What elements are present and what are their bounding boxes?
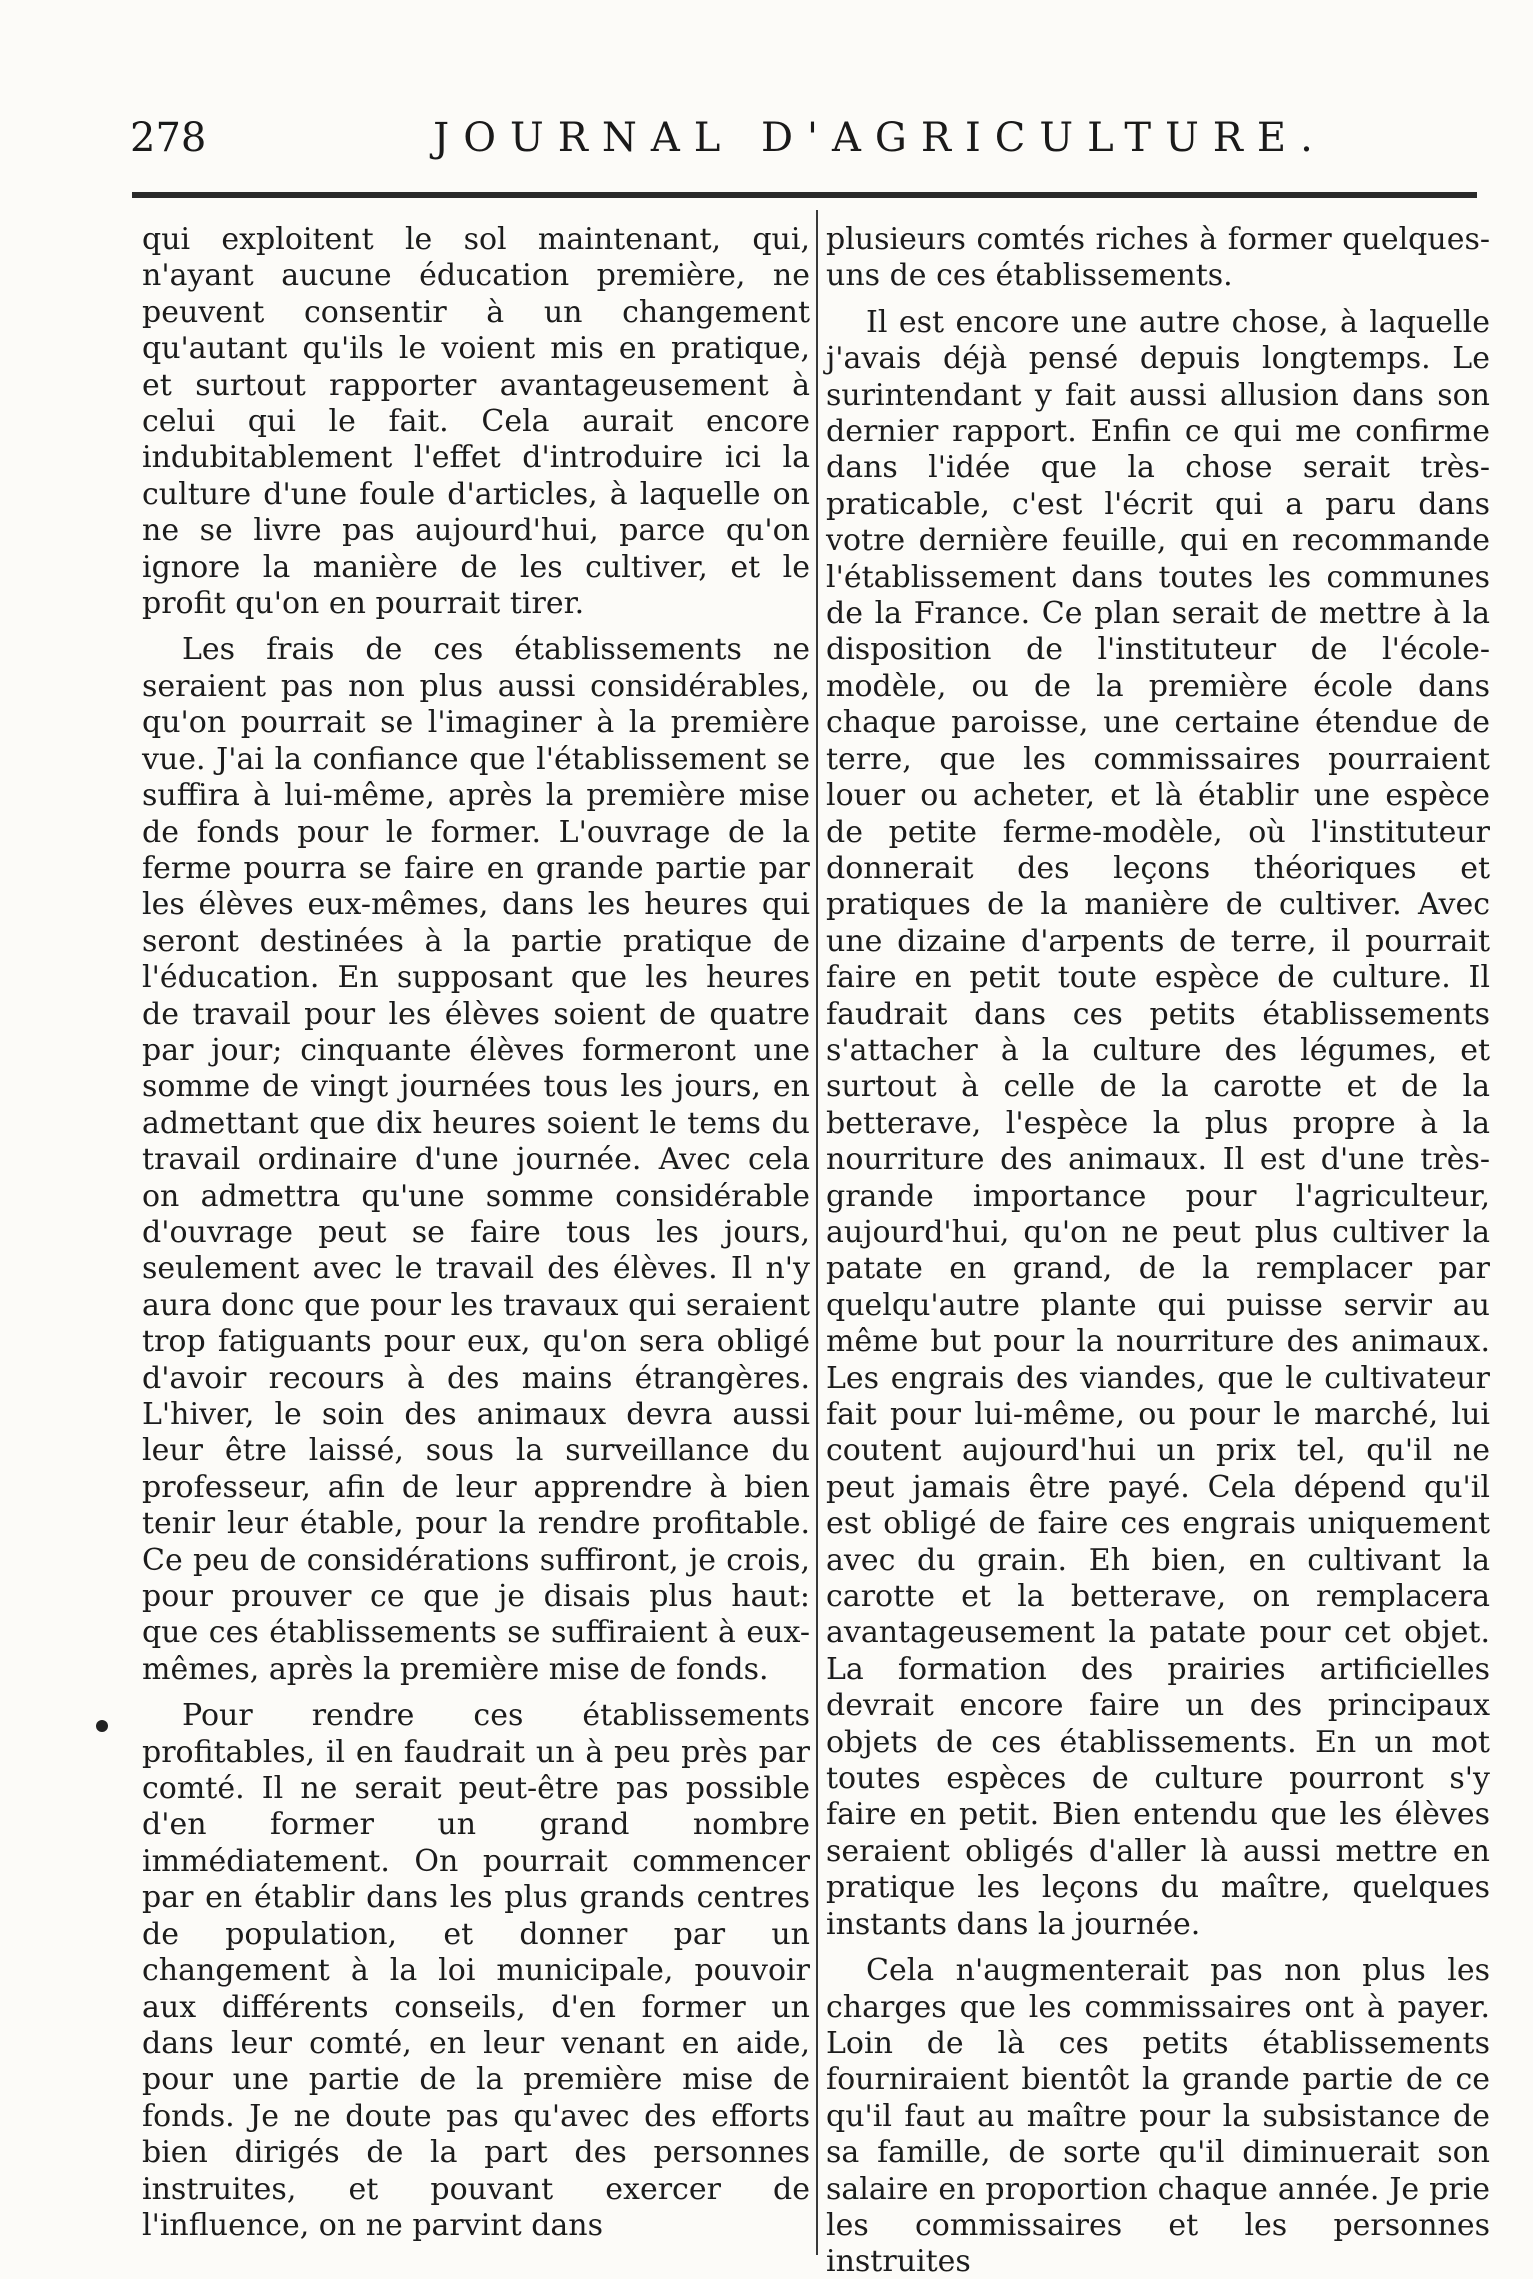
left-paragraph-2: Les frais de ces établissements ne seraient pas non plus aussi considérables, qu'on pourrait se l'imaginer à la première vue. J'ai la confiance que l'établissement se suffira à lui-même, après la première mise de fonds pour le former. L'ouvrage de la ferme pourra se faire en grande partie par les élèves eux-mêmes, dans les heures qui seront destinées à la partie pratique de l'éducation. En supposant que les heures de travail pour les élèves soient de quatre par jour; cinquante élèves formeront une somme de vingt journées tous les jours, en admettant que dix heures soient le tems du travail ordinaire d'une journée. Avec cela on admettra qu'une somme considérable d'ouvrage peut se faire tous les jours, seulement avec le travail des élèves. Il n'y aura donc que pour les travaux qui seraient trop fatiguants pour eux, qu'on sera obligé d'avoir recours à des mains étrangères. L'hiver, le soin des animaux devra aussi leur être laissé, sous la surveillance du professeur, afin de leur apprendre à bien tenir leur étable, pour la rendre profitable. Ce peu de considérations suffiront, je crois, pour prouver ce que je disais plus haut: que ces établissements se suffiraient à eux-mêmes, après la première mise de fonds. [142,632,810,1687]
right-column [826,222,1490,2279]
column-divider [816,210,818,2255]
header-rule [132,192,1477,198]
right-paragraph-2: Il est encore une autre chose, à laquelle j'avais déjà pensé depuis longtemps. Le surintendant y fait aussi allusion dans son dernier rapport. Enfin ce qui me confirme dans l'idée que la chose serait très-praticable, c'est l'écrit qui a paru dans votre dernière feuille, qui en recommande l'établissement dans toutes les communes de la France. Ce plan serait de mettre à la disposition de l'instituteur de l'école-modèle, ou de la première école dans chaque paroisse, une certaine étendue de terre, que les commissaires pourraient louer ou acheter, et là établir une espèce de petite ferme-modèle, où l'instituteur donnerait des leçons théoriques et pratiques de la manière de cultiver. Avec une dizaine d'arpents de terre, il pourrait faire en petit toute espèce de culture. Il faudrait dans ces petits établissements s'attacher à la culture des légumes, et surtout à celle de la carotte et de la betterave, l'espèce la plus propre à la nourriture des animaux. Il est d'une très-grande importance pour l'agriculteur, aujourd'hui, qu'on ne peut plus cultiver la patate en grand, de la remplacer par quelqu'autre plante qui puisse servir au même but pour la nourriture des animaux. Les engrais des viandes, que le cultivateur fait pour lui-même, ou pour le marché, lui coutent aujourd'hui un prix tel, qu'il ne peut jamais être payé. Cela dépend qu'il est obligé de faire ces engrais uniquement avec du grain. Eh bien, en cultivant la carotte et la betterave, on remplacera avantageusement la patate pour cet objet. La formation des prairies artificielles devrait encore faire un des principaux objets de ces établissements. En un mot toutes espèces de culture pourront s'y faire en petit. Bien entendu que les élèves seraient obligés d'aller là aussi mettre en pratique les leçons du maître, quelques instants dans la journée. [826,304,1490,1942]
page-number: 278 [130,115,207,161]
left-paragraph-3: Pour rendre ces établissements profitables, il en faudrait un à peu près par comté. Il ne serait peut-être pas possible d'en former un grand nombre immédiatement. On pourrait commencer par en établir dans les plus grands centres de population, et donner par un changement à la loi municipale, pouvoir aux différents conseils, d'en former un dans leur comté, en leur venant en aide, pour une partie de la première mise de fonds. Je ne doute pas qu'avec des efforts bien dirigés de la part des personnes instruites, et pouvant exercer de l'influence, on ne parvint dans [142,1698,810,2243]
right-paragraph-1: plusieurs comtés riches à former quelques-uns de ces établissements. [826,222,1490,294]
left-column [142,222,810,2254]
running-head [130,108,1510,168]
right-paragraph-3: Cela n'augmenterait pas non plus les charges que les commissaires ont à payer. Loin de là ces petits établissements fourniraient bientôt la grande partie de ce qu'il faut au maître pour la subsistance de sa famille, de sorte qu'il diminuerait son salaire en proportion chaque année. Je prie les commissaires et les personnes instruites [826,1953,1490,2279]
ink-blot-mark [96,1720,108,1732]
journal-title: JOURNAL D'AGRICULTURE. [433,115,1327,161]
left-paragraph-1: qui exploitent le sol maintenant, qui, n'ayant aucune éducation première, ne peuvent consentir à un changement qu'autant qu'ils le voient mis en pratique, et surtout rapporter avantageusement à celui qui le fait. Cela aurait encore indubitablement l'effet d'introduire ici la culture d'une foule d'articles, à laquelle on ne se livre pas aujourd'hui, parce qu'on ignore la manière de les cultiver, et le profit qu'on en pourrait tirer. [142,222,810,622]
